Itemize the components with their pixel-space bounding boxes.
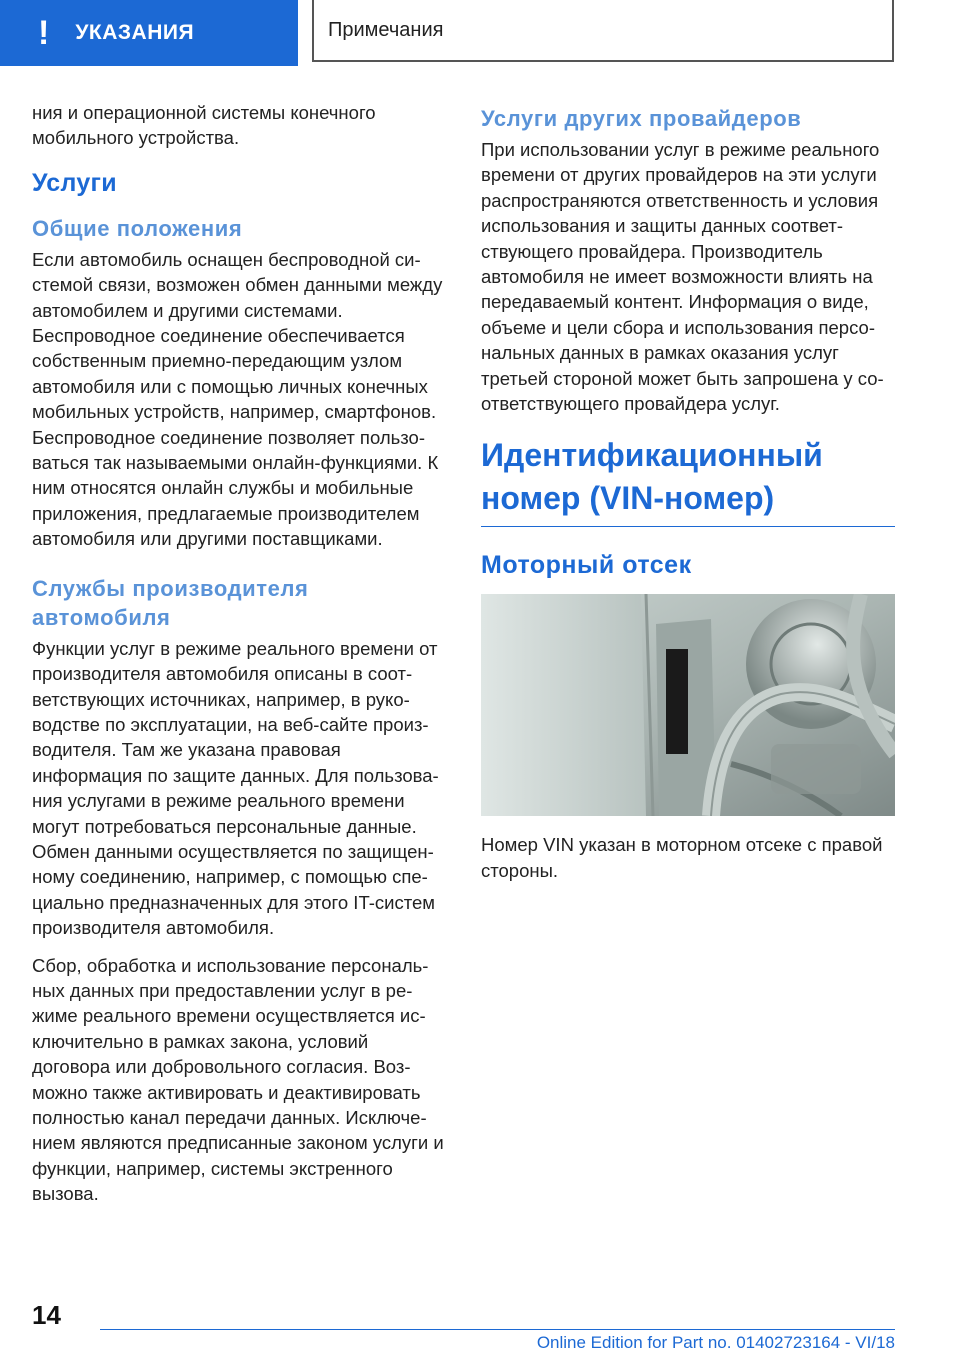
general-heading: Общие положения (32, 215, 243, 241)
right-column (481, 100, 895, 895)
general-paragraph: Если автомобиль оснащен беспроводной си-стемой связи, возможен обмен данными между автомобилем и другими системами. Беспроводное соединение обеспечивается собственным приемно-передающим узлом автомобиля или с помощью личных конечных мобильных устройств, например, смартфонов. Беспроводное соединение позволяет пользо-ваться так называемыми онлайн-функциями. К ним относятся онлайн службы и мобильные приложения, предлагаемые производителем автомобиля или другими поставщиками. (32, 248, 443, 550)
page-number: 14 (32, 1300, 61, 1330)
third-party-paragraph: При использовании услуг в режиме реального времени от других провайдеров на эти услуги распространяются ответственность и условия использования и защиты данных соответ-ствующего провайдера. Производитель автомобиля не имеет возможности влиять на передаваемый контент. Информация о виде, объеме и цели сбора и использования персо-нальных данных в рамках оказания услуг третьей стороной может быть запрошена у со-ответствующего провайдера услуг. (481, 139, 884, 415)
left-column (32, 100, 448, 1219)
footer-edition: Online Edition for Part no. 01402723164 - VI/18 (536, 1333, 895, 1352)
vin-heading: Идентификационный номер (VIN-номер) (481, 434, 895, 527)
section-title: УКАЗАНИЯ (75, 21, 195, 44)
services-heading: Услуги (32, 168, 117, 197)
footer-divider (100, 1329, 895, 1330)
chapter-title: Примечания (328, 18, 444, 41)
engine-caption: Номер VIN указан в моторном отсеке с правой стороны. (481, 834, 883, 881)
chapter-box (312, 0, 894, 62)
engine-bay-photo (481, 594, 895, 816)
manufacturer-heading: Службы производителя автомобиля (32, 575, 309, 630)
manufacturer-paragraph-2: Сбор, обработка и использование персональ-ных данных при предоставлении услуг в ре-жиме реального времени осуществляется ис-ключительно в рамках закона, условий договора или добровольного согласия. Воз-можно также активировать и деактивировать полностью канал передачи данных. Исключе-нием являются предписанные законом услуги и функции, например, системы экстренного вызова. (32, 954, 444, 1205)
intro-paragraph: ния и операционной системы конечного мобильного устройства. (32, 102, 376, 149)
exclamation-icon: ! (38, 14, 50, 52)
engine-heading: Моторный отсек (481, 551, 692, 580)
manufacturer-paragraph-1: Функции услуг в режиме реального времени от производителя автомобиля описаны в соот-ветствующих источниках, например, в руко-водстве по эксплуатации, на веб-сайте произ-водителя. Там же указана правовая информация по защите данных. Для пользова-ния услугами в режиме реального времени могут потребоваться персональные данные. Обмен данными осуществляется по защищен-ному соединению, например, с помощью спе-циально предназначенных для этого IT-систем производителя автомобиля. (32, 637, 439, 939)
section-tab (0, 0, 298, 66)
third-party-heading: Услуги других провайдеров (481, 106, 802, 131)
